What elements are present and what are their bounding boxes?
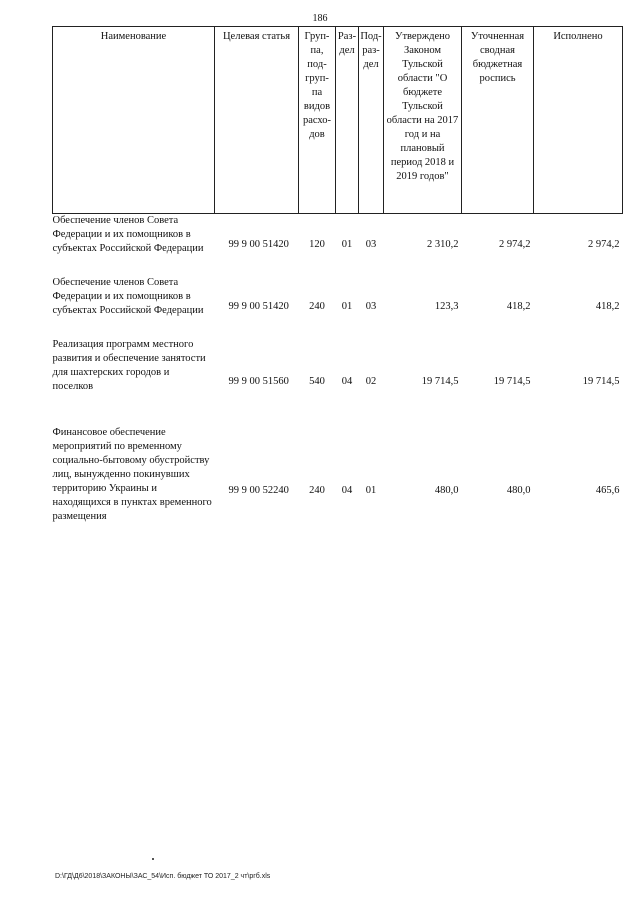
row-subsection: 03 [365,239,377,250]
row-refined: 418,2 [506,301,531,312]
header-subsection: Под-раз-дел [359,27,384,214]
budget-execution-table [52,26,623,556]
row-name: Обеспечение членов Совета Федерации и их помощников в субъектах Российской Федерации [52,277,204,316]
row-subsection: 02 [365,376,377,387]
row-approved: 19 714,5 [421,376,459,387]
row-target-code: 99 9 00 51560 [228,376,289,387]
header-approved: Утверждено Законом Тульской области "О бюджете Тульской области на 2017 год и на плановый период 2018 и 2019 годов" [384,27,462,214]
row-group: 240 [309,301,325,312]
row-refined: 480,0 [506,485,531,496]
row-refined: 2 974,2 [499,239,531,250]
table-header-row [53,27,623,214]
row-subsection: 01 [365,485,377,496]
row-approved: 123,3 [434,301,459,312]
table-row [53,214,623,277]
scan-artifact [152,858,154,860]
header-expense-group: Груп-па, под-груп-па видов расхо-дов [299,27,336,214]
row-executed: 465,6 [595,485,620,496]
header-name: Наименование [53,27,215,214]
row-executed: 418,2 [595,301,620,312]
row-name: Финансовое обеспечение мероприятий по временному социально-бытовому обустройству лиц, вынужденно покинувших территорию Украины и находящихся в пунктах временного размещения [52,427,212,522]
table-row [53,276,623,338]
row-target-code: 99 9 00 52240 [228,485,289,496]
header-refined-budget: Уточненная сводная бюджетная роспись [462,27,534,214]
row-section: 04 [341,376,353,387]
row-section: 04 [341,485,353,496]
row-name: Реализация программ местного развития и обеспечение занятости для шахтерских городов и поселков [52,339,206,392]
header-section: Раз-дел [336,27,359,214]
page-number: 186 [312,13,328,24]
row-approved: 2 310,2 [427,239,459,250]
table-row [53,426,623,556]
row-group: 540 [309,376,325,387]
row-subsection: 03 [365,301,377,312]
row-section: 01 [341,301,353,312]
row-approved: 480,0 [434,485,459,496]
row-section: 01 [341,239,353,250]
row-group: 120 [309,239,325,250]
row-executed: 19 714,5 [582,376,620,387]
header-target-article: Целевая статья [215,27,299,214]
row-name: Обеспечение членов Совета Федерации и их помощников в субъектах Российской Федерации [52,215,204,254]
row-target-code: 99 9 00 51420 [228,301,289,312]
row-refined: 19 714,5 [493,376,531,387]
row-target-code: 99 9 00 51420 [228,239,289,250]
file-path-footer: D:\ГД\Д6\2018\ЗАКОНЫ\ЗАС_54\Исп. бюджет ТО 2017_2 чт\ргб.xls [55,873,271,880]
row-group: 240 [309,485,325,496]
row-executed: 2 974,2 [588,239,620,250]
header-executed: Исполнено [534,27,623,214]
table-row [53,338,623,426]
